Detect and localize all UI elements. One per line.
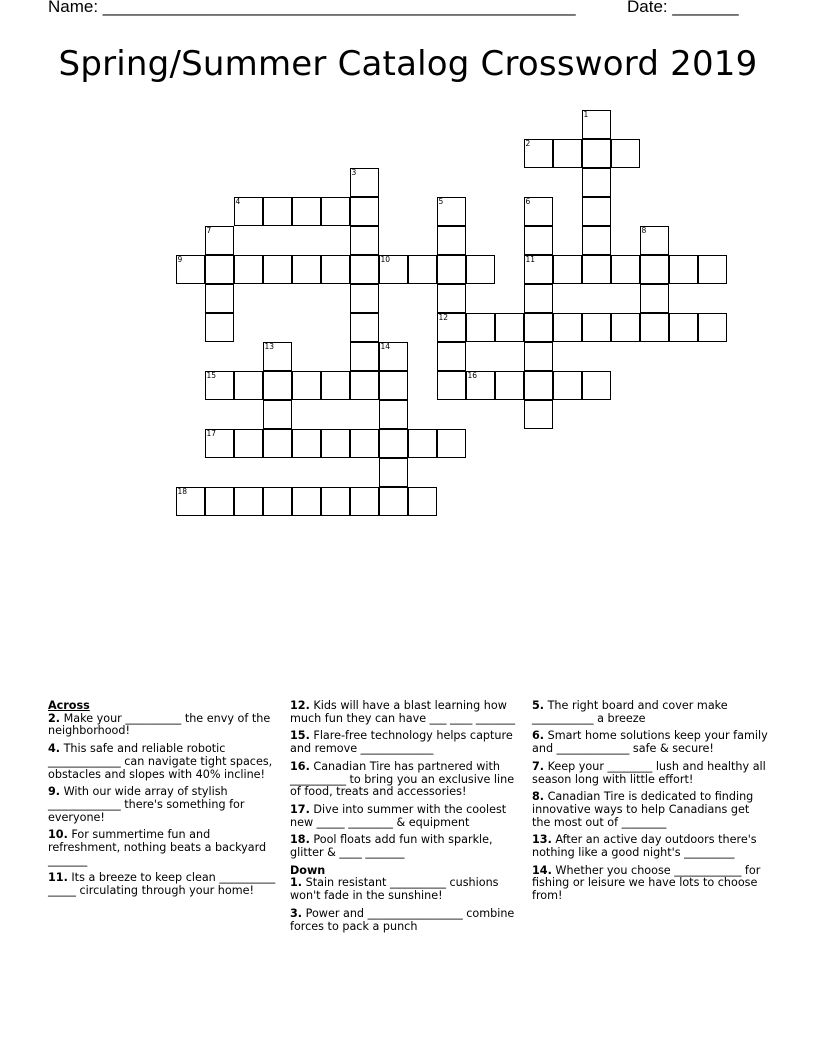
clue-item <box>290 804 522 829</box>
crossword-cell <box>321 255 350 284</box>
date-field-label: Date: _______ <box>627 0 739 16</box>
clue-item-number: 17. <box>290 802 310 816</box>
crossword-cell <box>495 371 524 400</box>
crossword-cell <box>205 255 234 284</box>
down-clue-list-continued <box>532 700 768 903</box>
crossword-cell <box>437 342 466 371</box>
clue-number: 18 <box>177 486 188 496</box>
clue-item <box>532 791 768 829</box>
clue-item-number: 4. <box>48 742 61 756</box>
crossword-cell <box>263 342 292 371</box>
crossword-cell <box>263 255 292 284</box>
page-title: Spring/Summer Catalog Crossword 2019 <box>58 44 758 84</box>
crossword-cell <box>176 255 205 284</box>
crossword-cell <box>350 255 379 284</box>
clue-item-number: 5. <box>532 699 545 712</box>
crossword-cell <box>524 197 553 226</box>
crossword-cell <box>553 371 582 400</box>
clue-item-number: 7. <box>532 759 545 773</box>
clue-number: 6 <box>525 196 531 206</box>
crossword-cell <box>582 197 611 226</box>
clues-column-3 <box>532 700 768 908</box>
crossword-cell <box>524 226 553 255</box>
clue-number: 8 <box>641 225 647 235</box>
crossword-cell <box>553 313 582 342</box>
crossword-cell <box>553 139 582 168</box>
crossword-cell <box>379 429 408 458</box>
crossword-cell <box>466 313 495 342</box>
across-clue-list <box>48 713 280 898</box>
crossword-cell <box>321 197 350 226</box>
clue-number: 4 <box>235 196 241 206</box>
clue-item-text: The right board and cover make ___________ a breeze <box>532 699 728 725</box>
crossword-cell <box>263 487 292 516</box>
clue-item-text: Flare-free technology helps capture and remove _____________ <box>290 729 513 756</box>
clue-item-number: 11. <box>48 871 68 885</box>
clue-item-number: 15. <box>290 729 310 743</box>
crossword-cell <box>582 255 611 284</box>
crossword-cell <box>524 139 553 168</box>
across-clue-list-continued <box>290 700 522 860</box>
clue-number: 13 <box>264 341 275 351</box>
clue-item-text: Canadian Tire has partnered with __________ to bring you an exclusive line of food, treats and accessories! <box>290 759 515 799</box>
crossword-cell <box>524 342 553 371</box>
crossword-cell <box>524 284 553 313</box>
clue-item <box>290 700 522 725</box>
crossword-cell <box>321 487 350 516</box>
crossword-cell <box>582 168 611 197</box>
clue-item-text: Smart home solutions keep your family and _____________ safe & secure! <box>532 729 768 756</box>
name-field-label: Name: __________________________________________________ <box>48 0 576 16</box>
clue-item-number: 2. <box>48 711 61 725</box>
clue-number: 16 <box>467 370 478 380</box>
clue-item <box>532 834 768 859</box>
crossword-cell <box>292 371 321 400</box>
clue-item-text: For summertime fun and refreshment, nothing beats a backyard _______ <box>48 828 267 867</box>
clue-item <box>290 761 522 799</box>
clue-item-number: 14. <box>532 863 552 877</box>
crossword-cell <box>437 284 466 313</box>
clue-item-number: 8. <box>532 790 545 804</box>
clue-item-number: 18. <box>290 833 310 847</box>
crossword-cell <box>263 371 292 400</box>
crossword-cell <box>292 429 321 458</box>
clues-column-1 <box>48 700 280 903</box>
clue-item-number: 1. <box>290 876 303 890</box>
clue-item-text: This safe and reliable robotic _____________ can navigate tight spaces, obstacles and slopes with 40% incline! <box>48 742 273 781</box>
crossword-cell <box>350 197 379 226</box>
crossword-cell <box>350 284 379 313</box>
crossword-cell <box>466 255 495 284</box>
crossword-cell <box>582 371 611 400</box>
clue-item <box>48 872 280 897</box>
crossword-cell <box>524 313 553 342</box>
crossword-cell <box>292 255 321 284</box>
crossword-cell <box>698 313 727 342</box>
clue-item-number: 12. <box>290 699 310 712</box>
clue-item <box>48 829 280 867</box>
crossword-cell <box>263 197 292 226</box>
crossword-cell <box>640 313 669 342</box>
crossword-cell <box>495 313 524 342</box>
clue-item-text: Power and _________________ combine forces to pack a punch <box>290 906 515 933</box>
clue-item-number: 10. <box>48 828 68 842</box>
clue-item <box>532 865 768 903</box>
clue-item-text: Pool floats add fun with sparkle, glitter & ____ _______ <box>290 833 493 860</box>
crossword-cell <box>350 487 379 516</box>
crossword-cell <box>234 197 263 226</box>
crossword-cell <box>582 139 611 168</box>
clue-number: 2 <box>525 138 531 148</box>
crossword-cell <box>350 226 379 255</box>
crossword-cell <box>350 342 379 371</box>
crossword-cell <box>234 487 263 516</box>
crossword-cell <box>640 226 669 255</box>
crossword-cell <box>379 255 408 284</box>
crossword-cell <box>205 371 234 400</box>
across-heading: Across <box>48 699 90 712</box>
crossword-cell <box>611 255 640 284</box>
crossword-cell <box>379 371 408 400</box>
clue-number: 12 <box>438 312 449 322</box>
crossword-cell <box>205 284 234 313</box>
crossword-cell <box>553 255 582 284</box>
crossword-cell <box>582 313 611 342</box>
clue-item-text: Its a breeze to keep clean __________ _____ circulating through your home! <box>48 871 276 898</box>
down-heading: Down <box>290 863 326 877</box>
crossword-cell <box>611 313 640 342</box>
crossword-cell <box>205 313 234 342</box>
crossword-cell <box>582 110 611 139</box>
clue-item-number: 13. <box>532 833 552 847</box>
crossword-cell <box>582 226 611 255</box>
clue-item-number: 3. <box>290 906 303 920</box>
clue-item-text: Dive into summer with the coolest new _____ ________ & equipment <box>290 802 507 829</box>
crossword-cell <box>669 313 698 342</box>
crossword-cell <box>379 342 408 371</box>
crossword-cell <box>321 429 350 458</box>
crossword-cell <box>379 487 408 516</box>
clue-number: 9 <box>177 254 183 264</box>
clue-item-text: Make your __________ the envy of the neighborhood! <box>48 711 271 738</box>
crossword-cell <box>524 255 553 284</box>
crossword-cell <box>437 429 466 458</box>
crossword-cell <box>176 487 205 516</box>
clue-item-text: Kids will have a blast learning how much fun they can have ___ ____ _______ <box>290 699 516 725</box>
crossword-cell <box>234 255 263 284</box>
crossword-cell <box>205 226 234 255</box>
clue-item <box>290 908 522 933</box>
clue-item-text: Canadian Tire is dedicated to finding innovative ways to help Canadians get the most out of ________ <box>532 790 754 829</box>
crossword-cell <box>640 255 669 284</box>
crossword-cell <box>263 400 292 429</box>
crossword-cell <box>263 429 292 458</box>
crossword-cell <box>350 429 379 458</box>
crossword-cell <box>698 255 727 284</box>
crossword-cell <box>669 255 698 284</box>
clue-item <box>48 786 280 824</box>
crossword-cell <box>292 197 321 226</box>
clue-number: 17 <box>206 428 217 438</box>
crossword-cell <box>205 429 234 458</box>
clue-item-number: 6. <box>532 729 545 743</box>
clue-number: 15 <box>206 370 217 380</box>
crossword-cell <box>408 429 437 458</box>
crossword-cell <box>234 429 263 458</box>
crossword-cell <box>321 371 350 400</box>
crossword-cell <box>437 226 466 255</box>
clue-number: 14 <box>380 341 391 351</box>
crossword-cell <box>437 255 466 284</box>
crossword-cell <box>640 284 669 313</box>
crossword-cell <box>234 371 263 400</box>
crossword-cell <box>437 197 466 226</box>
crossword-cell <box>408 255 437 284</box>
clue-item-number: 9. <box>48 785 61 799</box>
crossword-cell <box>292 487 321 516</box>
clue-number: 5 <box>438 196 444 206</box>
crossword-cell <box>350 313 379 342</box>
clue-item <box>290 877 522 902</box>
crossword-cell <box>524 371 553 400</box>
clue-number: 1 <box>583 109 589 119</box>
clue-item <box>48 713 280 738</box>
down-clue-list <box>290 877 522 933</box>
clue-number: 11 <box>525 254 536 264</box>
crossword-cell <box>379 458 408 487</box>
crossword-cell <box>379 400 408 429</box>
clue-item <box>48 743 280 781</box>
crossword-cell <box>205 487 234 516</box>
crossword-cell <box>408 487 437 516</box>
clue-item <box>290 730 522 755</box>
crossword-cell <box>350 371 379 400</box>
crossword-cell <box>350 168 379 197</box>
clue-number: 10 <box>380 254 391 264</box>
clue-item <box>290 834 522 859</box>
clue-number: 7 <box>206 225 212 235</box>
crossword-cell <box>466 371 495 400</box>
clues-column-2 <box>290 700 522 938</box>
clue-item <box>532 761 768 786</box>
clue-item-text: Whether you choose ____________ for fishing or leisure we have lots to choose from! <box>532 863 761 903</box>
clue-item <box>532 730 768 755</box>
crossword-cell <box>437 371 466 400</box>
clue-item <box>532 700 768 725</box>
crossword-cell <box>437 313 466 342</box>
crossword-cell <box>611 139 640 168</box>
clue-item-text: With our wide array of stylish _____________ there's something for everyone! <box>48 785 245 824</box>
clue-item-number: 16. <box>290 759 310 773</box>
clue-number: 3 <box>351 167 357 177</box>
clue-item-text: After an active day outdoors there's nothing like a good night's _________ <box>532 833 757 860</box>
clue-item-text: Keep your ________ lush and healthy all season long with little effort! <box>532 759 766 786</box>
crossword-cell <box>524 400 553 429</box>
clue-item-text: Stain resistant __________ cushions won't fade in the sunshine! <box>290 876 499 903</box>
